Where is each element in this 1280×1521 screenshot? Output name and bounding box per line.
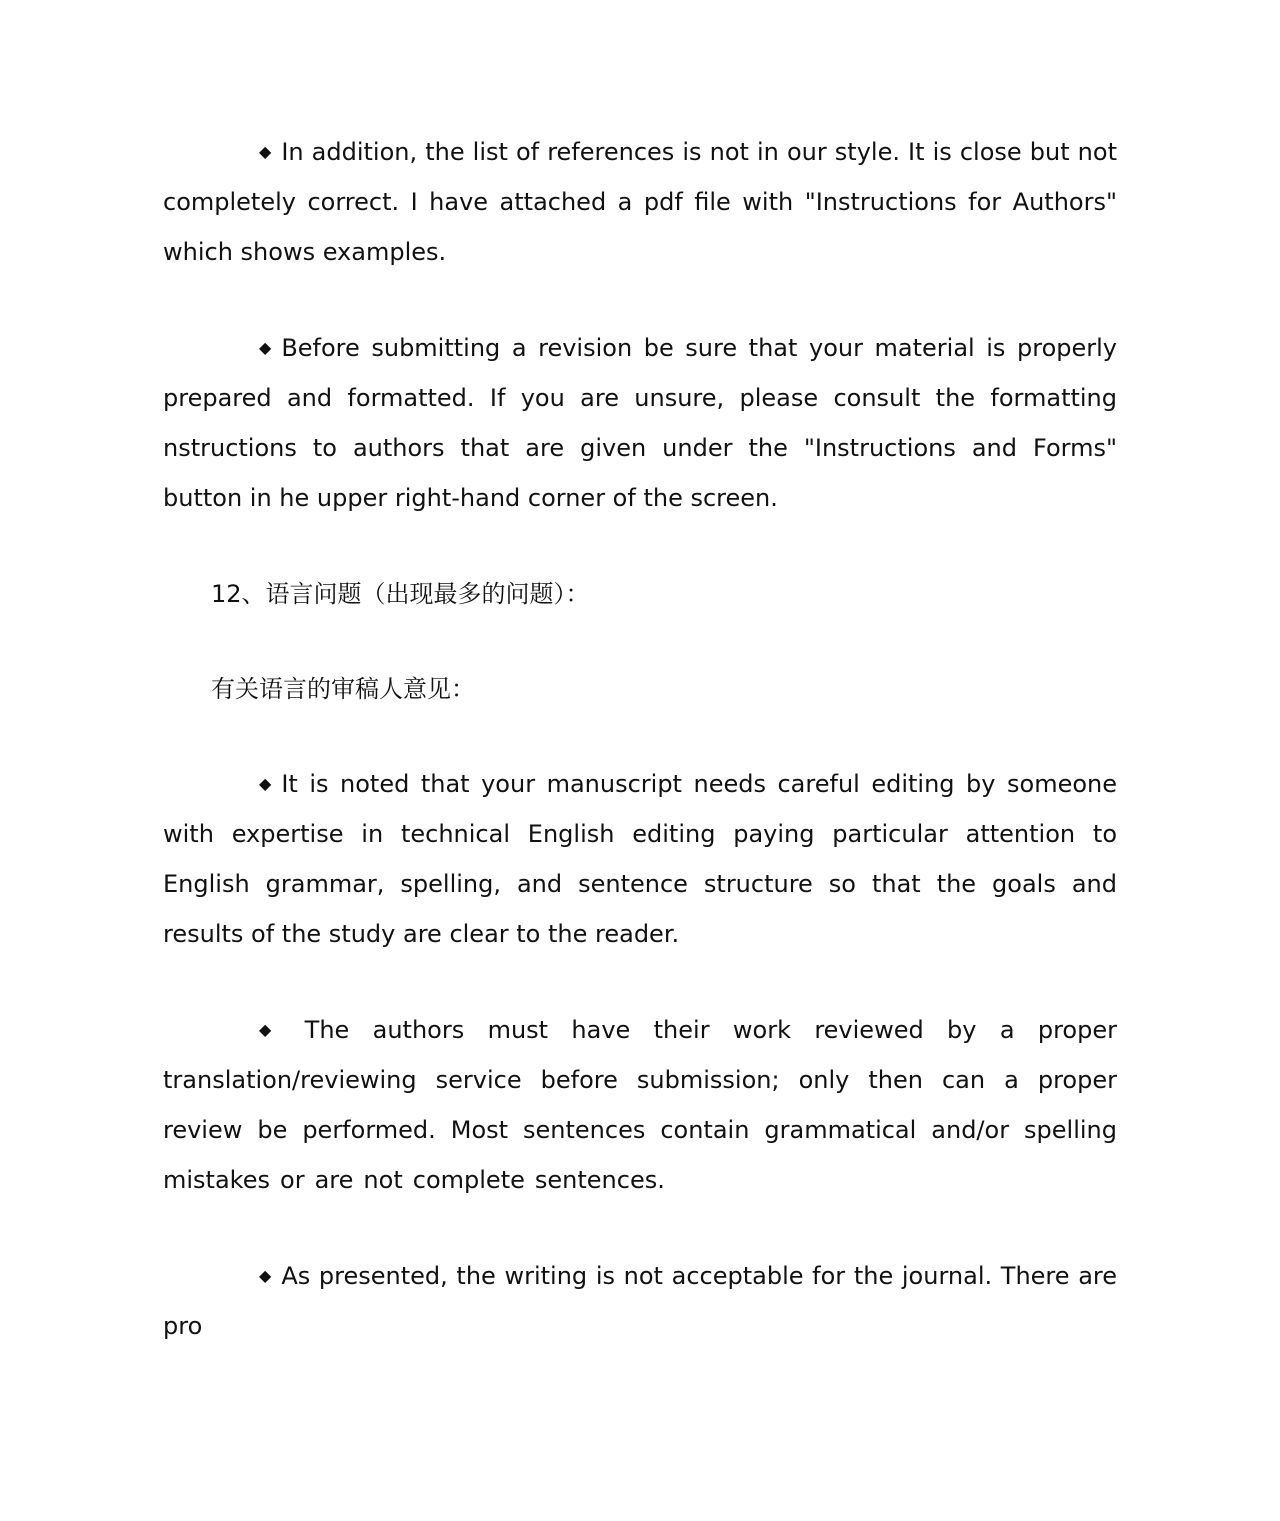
reviewer-language-comments-heading-text: 有关语言的审稿人意见：	[211, 675, 475, 703]
revision-formatting-paragraph	[163, 323, 1117, 523]
diamond-bullet-icon: ◆	[259, 142, 272, 161]
revision-formatting-text: Before submitting a revision be sure that your material is properly prepared and formatted. If you are unsure, please consult the formatting nstructions to authors that are given under the "Instructions and Forms" button in he upper right-hand corner of the screen.	[163, 334, 1117, 512]
diamond-bullet-icon: ◆	[259, 774, 272, 793]
diamond-bullet-icon: ◆	[259, 1266, 272, 1285]
document-body	[163, 127, 1117, 1351]
language-problem-heading	[163, 569, 1117, 619]
diamond-bullet-icon: ◆	[259, 338, 272, 357]
language-problem-heading-text: 12、语言问题（出现最多的问题）：	[211, 580, 590, 608]
writing-not-acceptable-paragraph	[163, 1251, 1117, 1351]
reference-style-paragraph	[163, 127, 1117, 277]
technical-english-editing-text: It is noted that your manuscript needs careful editing by someone with expertise in technical English editing paying particular attention to English grammar, spelling, and sentence structure so that the goals and results of the study are clear to the reader.	[163, 770, 1117, 948]
reviewer-language-comments-heading	[163, 664, 1117, 714]
reference-style-text: In addition, the list of references is not in our style. It is close but not completely correct. I have attached a pdf file with "Instructions for Authors" which shows examples.	[163, 138, 1117, 266]
writing-not-acceptable-text: As presented, the writing is not acceptable for the journal. There are pro	[163, 1262, 1117, 1340]
diamond-bullet-icon: ◆	[259, 1020, 272, 1039]
translation-review-paragraph	[163, 1005, 1117, 1205]
translation-review-text: The authors must have their work reviewed by a proper translation/reviewing service before submission; only then can a proper review be performed. Most sentences contain grammatical and/or spelling mistakes or are not complete sentences.	[163, 1016, 1117, 1194]
technical-english-editing-paragraph	[163, 759, 1117, 959]
